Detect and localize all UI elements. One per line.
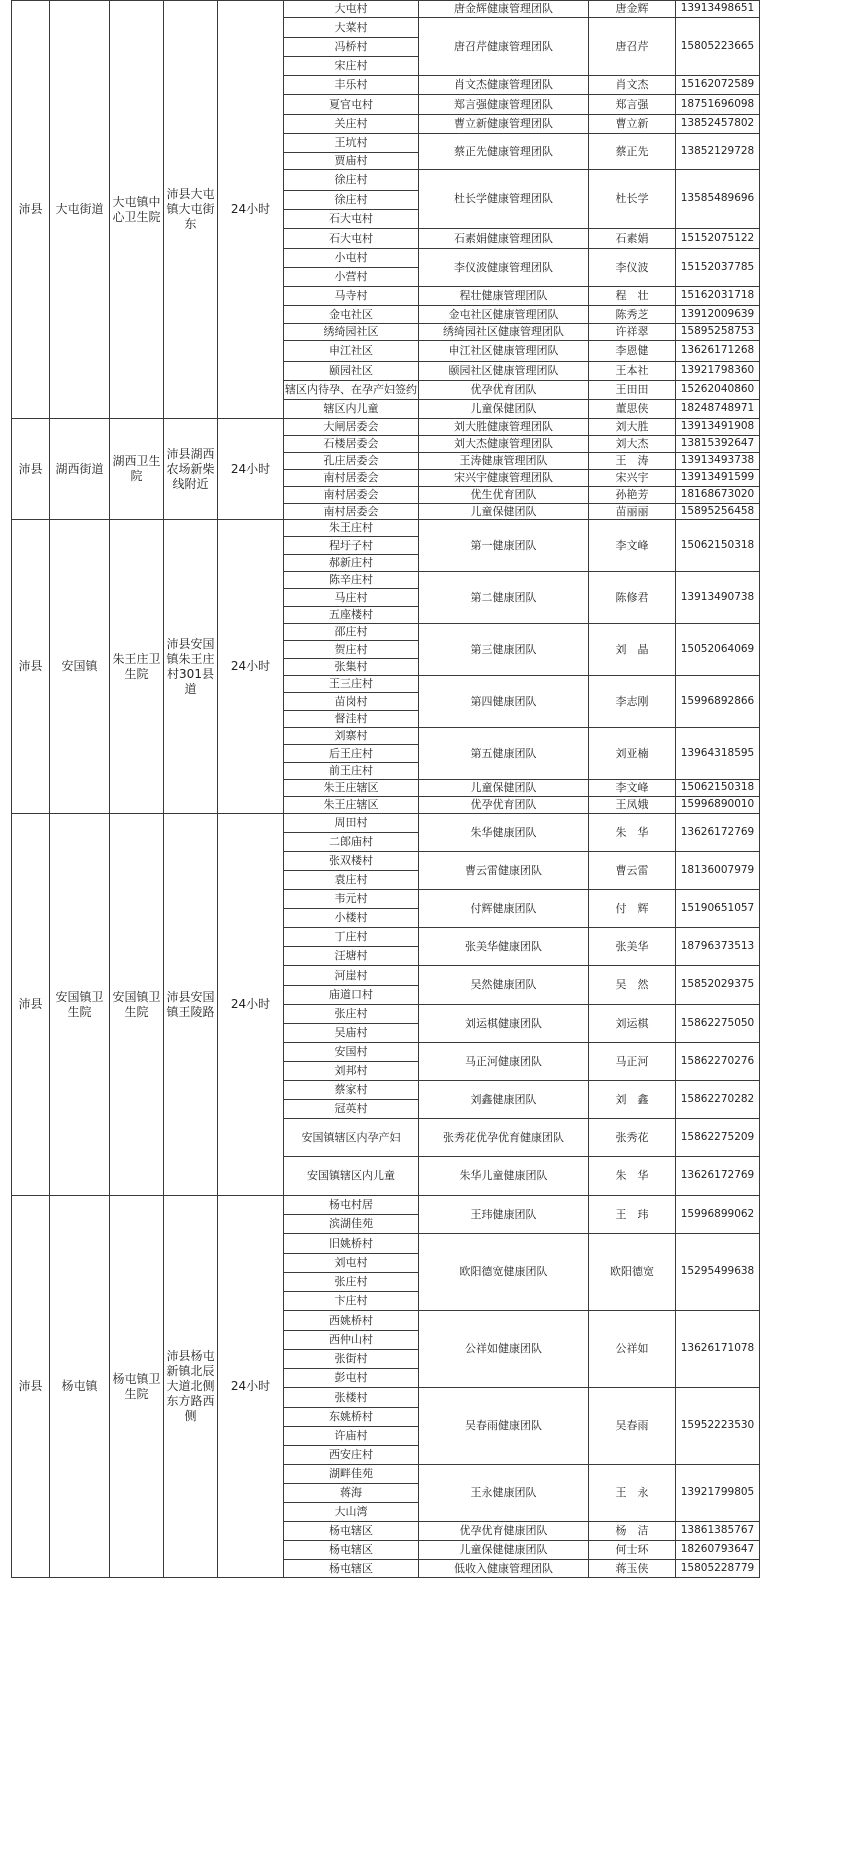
village-cell: 袁庄村: [284, 871, 419, 890]
team-cell: 欧阳德宽健康团队: [419, 1234, 589, 1311]
town-cell: 大屯街道: [50, 1, 110, 419]
leader-cell: 董思侠: [589, 400, 676, 419]
leader-cell: 杜长学: [589, 170, 676, 229]
leader-cell: 马正河: [589, 1043, 676, 1081]
leader-cell: 王 玮: [589, 1196, 676, 1234]
phone-cell: 13912009639: [676, 306, 760, 324]
leader-cell: 肖文杰: [589, 76, 676, 95]
village-cell: 前王庄村: [284, 763, 419, 780]
town-cell: 安国镇卫生院: [50, 814, 110, 1196]
leader-cell: 公祥如: [589, 1311, 676, 1388]
team-cell: 唐金辉健康管理团队: [419, 1, 589, 18]
village-cell: 马寺村: [284, 287, 419, 306]
village-cell: 五座楼村: [284, 607, 419, 624]
table-row: [12, 814, 760, 833]
village-cell: 许庙村: [284, 1427, 419, 1446]
phone-cell: 15162031718: [676, 287, 760, 306]
phone-cell: 18751696098: [676, 95, 760, 115]
phone-cell: 13913490738: [676, 572, 760, 624]
team-cell: 第三健康团队: [419, 624, 589, 676]
hours-cell: 24小时: [218, 814, 284, 1196]
leader-cell: 付 辉: [589, 890, 676, 928]
village-cell: 朱王庄辖区: [284, 780, 419, 797]
team-cell: 吴然健康团队: [419, 966, 589, 1005]
leader-cell: 王本社: [589, 362, 676, 381]
leader-cell: 何士环: [589, 1541, 676, 1560]
table-row: [12, 1196, 760, 1215]
leader-cell: 苗丽丽: [589, 504, 676, 520]
leader-cell: 刘 晶: [589, 624, 676, 676]
team-cell: 公祥如健康团队: [419, 1311, 589, 1388]
team-cell: 优孕优育健康团队: [419, 1522, 589, 1541]
village-cell: 张楼村: [284, 1388, 419, 1408]
team-cell: 张美华健康团队: [419, 928, 589, 966]
village-cell: 杨屯辖区: [284, 1560, 419, 1578]
hospital-cell: 杨屯镇卫生院: [110, 1196, 164, 1578]
team-cell: 金屯社区健康管理团队: [419, 306, 589, 324]
village-cell: 杨屯辖区: [284, 1522, 419, 1541]
address-cell: 沛县杨屯新镇北辰大道北侧东方路西侧: [164, 1196, 218, 1578]
village-cell: 南村居委会: [284, 487, 419, 504]
team-cell: 刘鑫健康团队: [419, 1081, 589, 1119]
phone-cell: 15805223665: [676, 18, 760, 76]
village-cell: 西姚桥村: [284, 1311, 419, 1331]
village-cell: 徐庄村: [284, 191, 419, 210]
village-cell: 冠英村: [284, 1100, 419, 1119]
team-cell: 刘大胜健康管理团队: [419, 419, 589, 436]
team-cell: 第五健康团队: [419, 728, 589, 780]
village-cell: 刘屯村: [284, 1254, 419, 1273]
village-cell: 刘邦村: [284, 1062, 419, 1081]
team-cell: 颐园社区健康管理团队: [419, 362, 589, 381]
village-cell: 辖区内儿童: [284, 400, 419, 419]
phone-cell: 13626171268: [676, 341, 760, 362]
phone-cell: 15895258753: [676, 324, 760, 341]
leader-cell: 李文峰: [589, 780, 676, 797]
hours-cell: 24小时: [218, 1, 284, 419]
leader-cell: 李恩健: [589, 341, 676, 362]
village-cell: 蒋海: [284, 1484, 419, 1503]
village-cell: 张街村: [284, 1350, 419, 1369]
phone-cell: 15852029375: [676, 966, 760, 1005]
phone-cell: 13913491908: [676, 419, 760, 436]
team-cell: 儿童保健团队: [419, 400, 589, 419]
leader-cell: 王 涛: [589, 453, 676, 470]
leader-cell: 程 壮: [589, 287, 676, 306]
leader-cell: 朱 华: [589, 814, 676, 852]
village-cell: 冯桥村: [284, 38, 419, 57]
phone-cell: 18796373513: [676, 928, 760, 966]
team-cell: 第一健康团队: [419, 520, 589, 572]
phone-cell: 13913498651: [676, 1, 760, 18]
phone-cell: 13815392647: [676, 436, 760, 453]
table-row: [12, 419, 760, 436]
table-body: [12, 1, 760, 1578]
phone-cell: 13913491599: [676, 470, 760, 487]
leader-cell: 蔡正先: [589, 134, 676, 170]
village-cell: 东姚桥村: [284, 1408, 419, 1427]
team-cell: 儿童保健团队: [419, 504, 589, 520]
leader-cell: 王田田: [589, 381, 676, 400]
village-cell: 大菜村: [284, 18, 419, 38]
team-cell: 刘大杰健康管理团队: [419, 436, 589, 453]
team-cell: 王玮健康团队: [419, 1196, 589, 1234]
team-cell: 张秀花优孕优育健康团队: [419, 1119, 589, 1157]
village-cell: 王三庄村: [284, 676, 419, 693]
health-team-table: [11, 0, 760, 1578]
village-cell: 南村居委会: [284, 504, 419, 520]
team-cell: 程壮健康管理团队: [419, 287, 589, 306]
village-cell: 郝新庄村: [284, 555, 419, 572]
village-cell: 马庄村: [284, 589, 419, 607]
team-cell: 杜长学健康管理团队: [419, 170, 589, 229]
phone-cell: 15862270276: [676, 1043, 760, 1081]
phone-cell: 15805228779: [676, 1560, 760, 1578]
village-cell: 关庄村: [284, 115, 419, 134]
team-cell: 付辉健康团队: [419, 890, 589, 928]
village-cell: 贺庄村: [284, 641, 419, 659]
leader-cell: 唐金辉: [589, 1, 676, 18]
leader-cell: 吴春雨: [589, 1388, 676, 1465]
phone-cell: 13852457802: [676, 115, 760, 134]
village-cell: 后王庄村: [284, 745, 419, 763]
leader-cell: 刘运棋: [589, 1005, 676, 1043]
village-cell: 杨屯辖区: [284, 1541, 419, 1560]
phone-cell: 15052064069: [676, 624, 760, 676]
phone-cell: 15152075122: [676, 229, 760, 249]
village-cell: 夏官屯村: [284, 95, 419, 115]
leader-cell: 李志刚: [589, 676, 676, 728]
leader-cell: 吴 然: [589, 966, 676, 1005]
village-cell: 刘寨村: [284, 728, 419, 745]
table-row: [12, 1, 760, 18]
village-cell: 朱王庄村: [284, 520, 419, 537]
village-cell: 程圩子村: [284, 537, 419, 555]
village-cell: 张双楼村: [284, 852, 419, 871]
village-cell: 二郎庙村: [284, 833, 419, 852]
village-cell: 石大屯村: [284, 229, 419, 249]
leader-cell: 许祥翠: [589, 324, 676, 341]
team-cell: 王永健康团队: [419, 1465, 589, 1522]
team-cell: 刘运棋健康团队: [419, 1005, 589, 1043]
village-cell: 吴庙村: [284, 1024, 419, 1043]
leader-cell: 刘亚楠: [589, 728, 676, 780]
village-cell: 贾庙村: [284, 153, 419, 170]
village-cell: 孔庄居委会: [284, 453, 419, 470]
team-cell: 儿童保健健康团队: [419, 1541, 589, 1560]
village-cell: 彭屯村: [284, 1369, 419, 1388]
village-cell: 绣绮园社区: [284, 324, 419, 341]
village-cell: 金屯社区: [284, 306, 419, 324]
leader-cell: 曹云雷: [589, 852, 676, 890]
leader-cell: 杨 洁: [589, 1522, 676, 1541]
village-cell: 安国镇辖区内儿童: [284, 1157, 419, 1196]
village-cell: 庙道口村: [284, 986, 419, 1005]
team-cell: 朱华健康团队: [419, 814, 589, 852]
village-cell: 督洼村: [284, 711, 419, 728]
village-cell: 宋庄村: [284, 57, 419, 76]
phone-cell: 13921798360: [676, 362, 760, 381]
village-cell: 徐庄村: [284, 170, 419, 191]
village-cell: 颐园社区: [284, 362, 419, 381]
phone-cell: 15152037785: [676, 249, 760, 287]
county-cell: 沛县: [12, 814, 50, 1196]
address-cell: 沛县安国镇王陵路: [164, 814, 218, 1196]
team-cell: 低收入健康管理团队: [419, 1560, 589, 1578]
team-cell: 马正河健康团队: [419, 1043, 589, 1081]
county-cell: 沛县: [12, 1, 50, 419]
phone-cell: 15862275050: [676, 1005, 760, 1043]
village-cell: 小楼村: [284, 909, 419, 928]
village-cell: 申江社区: [284, 341, 419, 362]
village-cell: 张庄村: [284, 1005, 419, 1024]
team-cell: 优生优育团队: [419, 487, 589, 504]
village-cell: 邵庄村: [284, 624, 419, 641]
phone-cell: 15062150318: [676, 780, 760, 797]
village-cell: 石大屯村: [284, 210, 419, 229]
hours-cell: 24小时: [218, 520, 284, 814]
leader-cell: 郑言强: [589, 95, 676, 115]
team-cell: 申江社区健康管理团队: [419, 341, 589, 362]
village-cell: 小营村: [284, 268, 419, 287]
phone-cell: 13585489696: [676, 170, 760, 229]
leader-cell: 石素娟: [589, 229, 676, 249]
leader-cell: 陈修君: [589, 572, 676, 624]
leader-cell: 孙艳芳: [589, 487, 676, 504]
village-cell: 杨屯村居: [284, 1196, 419, 1215]
phone-cell: 15262040860: [676, 381, 760, 400]
phone-cell: 15895256458: [676, 504, 760, 520]
team-cell: 石素娟健康管理团队: [419, 229, 589, 249]
leader-cell: 陈秀芝: [589, 306, 676, 324]
team-cell: 绣绮园社区健康管理团队: [419, 324, 589, 341]
hours-cell: 24小时: [218, 419, 284, 520]
village-cell: 大闸居委会: [284, 419, 419, 436]
phone-cell: 15996899062: [676, 1196, 760, 1234]
village-cell: 韦元村: [284, 890, 419, 909]
leader-cell: 宋兴宇: [589, 470, 676, 487]
leader-cell: 李文峰: [589, 520, 676, 572]
phone-cell: 15062150318: [676, 520, 760, 572]
phone-cell: 15862275209: [676, 1119, 760, 1157]
phone-cell: 18136007979: [676, 852, 760, 890]
phone-cell: 13626171078: [676, 1311, 760, 1388]
leader-cell: 朱 华: [589, 1157, 676, 1196]
team-cell: 郑言强健康管理团队: [419, 95, 589, 115]
village-cell: 旧姚桥村: [284, 1234, 419, 1254]
team-cell: 优孕优育团队: [419, 797, 589, 814]
team-cell: 吴春雨健康团队: [419, 1388, 589, 1465]
team-cell: 宋兴宇健康管理团队: [419, 470, 589, 487]
phone-cell: 15952223530: [676, 1388, 760, 1465]
leader-cell: 李仪波: [589, 249, 676, 287]
village-cell: 石楼居委会: [284, 436, 419, 453]
team-cell: 曹云雷健康团队: [419, 852, 589, 890]
leader-cell: 唐召芹: [589, 18, 676, 76]
address-cell: 沛县湖西农场新柴线附近: [164, 419, 218, 520]
phone-cell: 15295499638: [676, 1234, 760, 1311]
team-cell: 第四健康团队: [419, 676, 589, 728]
team-cell: 李仪波健康管理团队: [419, 249, 589, 287]
town-cell: 湖西街道: [50, 419, 110, 520]
hours-cell: 24小时: [218, 1196, 284, 1578]
village-cell: 蔡家村: [284, 1081, 419, 1100]
leader-cell: 刘大杰: [589, 436, 676, 453]
village-cell: 河崖村: [284, 966, 419, 986]
phone-cell: 18168673020: [676, 487, 760, 504]
phone-cell: 13626172769: [676, 814, 760, 852]
team-cell: 第二健康团队: [419, 572, 589, 624]
leader-cell: 张秀花: [589, 1119, 676, 1157]
village-cell: 汪塘村: [284, 947, 419, 966]
village-cell: 张集村: [284, 659, 419, 676]
phone-cell: 15996892866: [676, 676, 760, 728]
hospital-cell: 安国镇卫生院: [110, 814, 164, 1196]
hospital-cell: 朱王庄卫生院: [110, 520, 164, 814]
leader-cell: 欧阳德宽: [589, 1234, 676, 1311]
phone-cell: 13626172769: [676, 1157, 760, 1196]
address-cell: 沛县大屯镇大屯街东: [164, 1, 218, 419]
village-cell: 朱王庄辖区: [284, 797, 419, 814]
village-cell: 张庄村: [284, 1273, 419, 1292]
village-cell: 安国村: [284, 1043, 419, 1062]
team-cell: 肖文杰健康管理团队: [419, 76, 589, 95]
phone-cell: 15162072589: [676, 76, 760, 95]
village-cell: 滨湖佳苑: [284, 1215, 419, 1234]
team-cell: 朱华儿童健康团队: [419, 1157, 589, 1196]
village-cell: 辖区内待孕、在孕产妇签约: [284, 381, 419, 400]
leader-cell: 刘大胜: [589, 419, 676, 436]
phone-cell: 13921799805: [676, 1465, 760, 1522]
county-cell: 沛县: [12, 1196, 50, 1578]
team-cell: 蔡正先健康管理团队: [419, 134, 589, 170]
county-cell: 沛县: [12, 520, 50, 814]
leader-cell: 王凤娥: [589, 797, 676, 814]
town-cell: 安国镇: [50, 520, 110, 814]
village-cell: 丁庄村: [284, 928, 419, 947]
phone-cell: 18260793647: [676, 1541, 760, 1560]
village-cell: 大屯村: [284, 1, 419, 18]
team-cell: 王涛健康管理团队: [419, 453, 589, 470]
town-cell: 杨屯镇: [50, 1196, 110, 1578]
village-cell: 西安庄村: [284, 1446, 419, 1465]
village-cell: 卞庄村: [284, 1292, 419, 1311]
hospital-cell: 湖西卫生院: [110, 419, 164, 520]
leader-cell: 王 永: [589, 1465, 676, 1522]
leader-cell: 曹立新: [589, 115, 676, 134]
team-cell: 儿童保健团队: [419, 780, 589, 797]
phone-cell: 13964318595: [676, 728, 760, 780]
team-cell: 优孕优育团队: [419, 381, 589, 400]
phone-cell: 13852129728: [676, 134, 760, 170]
hospital-cell: 大屯镇中心卫生院: [110, 1, 164, 419]
village-cell: 周田村: [284, 814, 419, 833]
phone-cell: 18248748971: [676, 400, 760, 419]
village-cell: 西仲山村: [284, 1331, 419, 1350]
address-cell: 沛县安国镇朱王庄村301县道: [164, 520, 218, 814]
village-cell: 苗岗村: [284, 693, 419, 711]
phone-cell: 15190651057: [676, 890, 760, 928]
county-cell: 沛县: [12, 419, 50, 520]
team-cell: 唐召芹健康管理团队: [419, 18, 589, 76]
village-cell: 大山湾: [284, 1503, 419, 1522]
phone-cell: 13861385767: [676, 1522, 760, 1541]
village-cell: 南村居委会: [284, 470, 419, 487]
village-cell: 王坑村: [284, 134, 419, 153]
leader-cell: 刘 鑫: [589, 1081, 676, 1119]
table-row: [12, 520, 760, 537]
phone-cell: 15996890010: [676, 797, 760, 814]
village-cell: 小屯村: [284, 249, 419, 268]
village-cell: 陈辛庄村: [284, 572, 419, 589]
leader-cell: 张美华: [589, 928, 676, 966]
village-cell: 湖畔佳苑: [284, 1465, 419, 1484]
phone-cell: 15862270282: [676, 1081, 760, 1119]
team-cell: 曹立新健康管理团队: [419, 115, 589, 134]
phone-cell: 13913493738: [676, 453, 760, 470]
village-cell: 丰乐村: [284, 76, 419, 95]
leader-cell: 蒋玉侠: [589, 1560, 676, 1578]
village-cell: 安国镇辖区内孕产妇: [284, 1119, 419, 1157]
